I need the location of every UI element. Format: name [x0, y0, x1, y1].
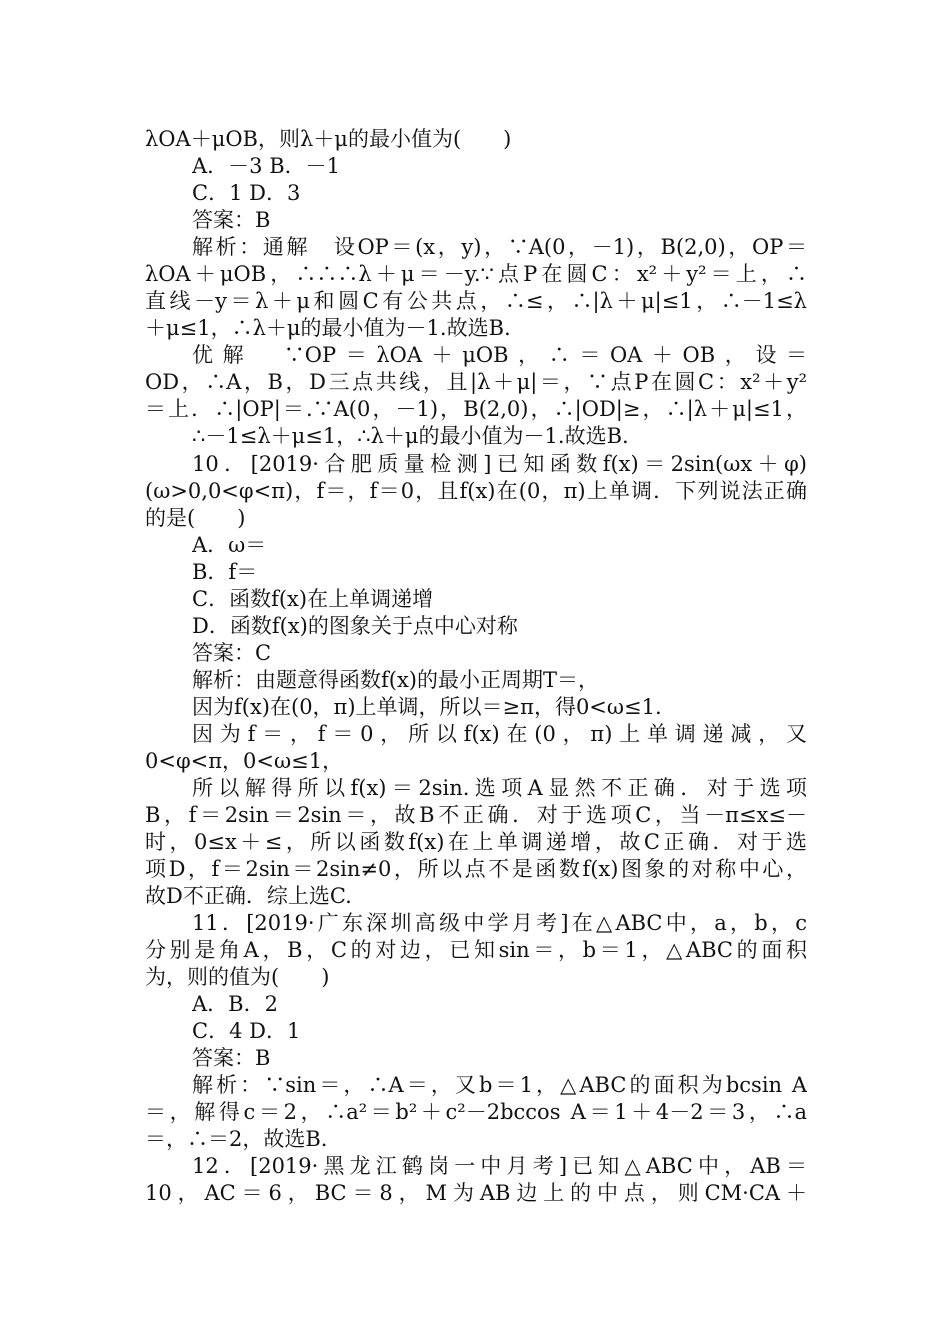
solution-line: λOA＋μOB，∴∴∴λ＋μ＝－y.∵点P在圆C：x²＋y²＝上，∴: [145, 262, 807, 286]
option-line: C．函数f(x)在上单调递增: [192, 587, 434, 611]
solution-line: 直线－y＝λ＋μ和圆C有公共点，∴≤，∴|λ＋μ|≤1，∴－1≤λ: [145, 289, 807, 313]
solution-line: ＝，∴＝2，故选B.: [145, 1127, 328, 1151]
solution-line: ∴－1≤λ＋μ≤1，∴λ＋μ的最小值为－1.故选B.: [192, 424, 629, 448]
solution-line: 解析：通解 设OP＝(x，y)，∵A(0，－1)，B(2,0)，OP＝: [192, 235, 807, 259]
option-line: C．1 D．3: [192, 181, 301, 205]
solution-line: 所以解得所以f(x)＝2sin.选项A显然不正确．对于选项: [192, 776, 807, 800]
option-line: D．函数f(x)的图象关于点中心对称: [192, 614, 518, 638]
solution-line: 0<φ<π，0<ω≤1，: [145, 749, 344, 773]
answer-line: 答案：B: [192, 208, 271, 232]
solution-line: 因为f＝，f＝0，所以f(x)在(0，π)上单调递减，又: [192, 722, 807, 746]
solution-line: 因为f(x)在(0，π)上单调，所以＝≥π，得0<ω≤1.: [192, 695, 662, 719]
solution-line: 故D不正确．综上选C.: [145, 884, 352, 908]
question-line: 11．[2019·广东深圳高级中学月考]在△ABC中，a，b，c: [192, 911, 807, 935]
solution-line: 时，0≤x＋≤，所以函数f(x)在上单调递增，故C正确．对于选: [145, 830, 807, 854]
solution-line: ＋μ≤1，∴λ＋μ的最小值为－1.故选B.: [145, 316, 511, 340]
question-line: 的是( ): [145, 506, 246, 530]
option-line: A．B．2: [192, 992, 278, 1016]
question-line: 10，AC＝6，BC＝8，M为AB边上的中点，则CM·CA＋: [145, 1181, 807, 1205]
question-line: 分别是角A，B，C的对边，已知sin＝，b＝1，△ABC的面积: [145, 938, 807, 962]
solution-line: 优解 ∵OP＝λOA＋μOB，∴＝OA＋OB，设＝: [192, 343, 807, 367]
solution-line: B，f＝2sin＝2sin＝，故B不正确．对于选项C，当－π≤x≤－: [145, 803, 807, 827]
solution-line: ＝，解得c＝2，∴a²＝b²＋c²－2bccos A＝1＋4－2＝3，∴a: [145, 1100, 807, 1124]
text-line: λOA＋μOB，则λ＋μ的最小值为( ): [145, 127, 512, 151]
option-line: B．f＝: [192, 560, 258, 584]
solution-line: 解析：∵sin＝，∴A＝，又b＝1，△ABC的面积为bcsin A: [192, 1073, 807, 1097]
answer-line: 答案：C: [192, 641, 272, 665]
option-line: C．4 D．1: [192, 1019, 301, 1043]
option-line: A．－3 B．－1: [192, 154, 340, 178]
answer-line: 答案：B: [192, 1046, 271, 1070]
solution-line: 解析：由题意得函数f(x)的最小正周期T＝，: [192, 668, 600, 692]
question-line: 12．[2019·黑龙江鹤岗一中月考]已知△ABC中，AB＝: [192, 1154, 807, 1178]
question-line: 10．[2019·合肥质量检测]已知函数f(x)＝2sin(ωx＋φ): [192, 452, 807, 476]
solution-line: ＝上．∴|OP|＝.∵A(0，－1)，B(2,0)，∴|OD|≥，∴|λ＋μ|≤1，: [145, 397, 807, 421]
solution-line: 项D，f＝2sin＝2sin≠0，所以点不是函数f(x)图象的对称中心，: [145, 857, 807, 881]
question-line: (ω>0,0<φ<π)，f＝，f＝0，且f(x)在(0，π)上单调．下列说法正确: [145, 479, 807, 503]
option-line: A．ω＝: [192, 533, 267, 557]
question-line: 为，则的值为( ): [145, 965, 330, 989]
solution-line: OD，∴A，B，D三点共线，且|λ＋μ|＝，∵点P在圆C：x²＋y²: [145, 370, 807, 394]
